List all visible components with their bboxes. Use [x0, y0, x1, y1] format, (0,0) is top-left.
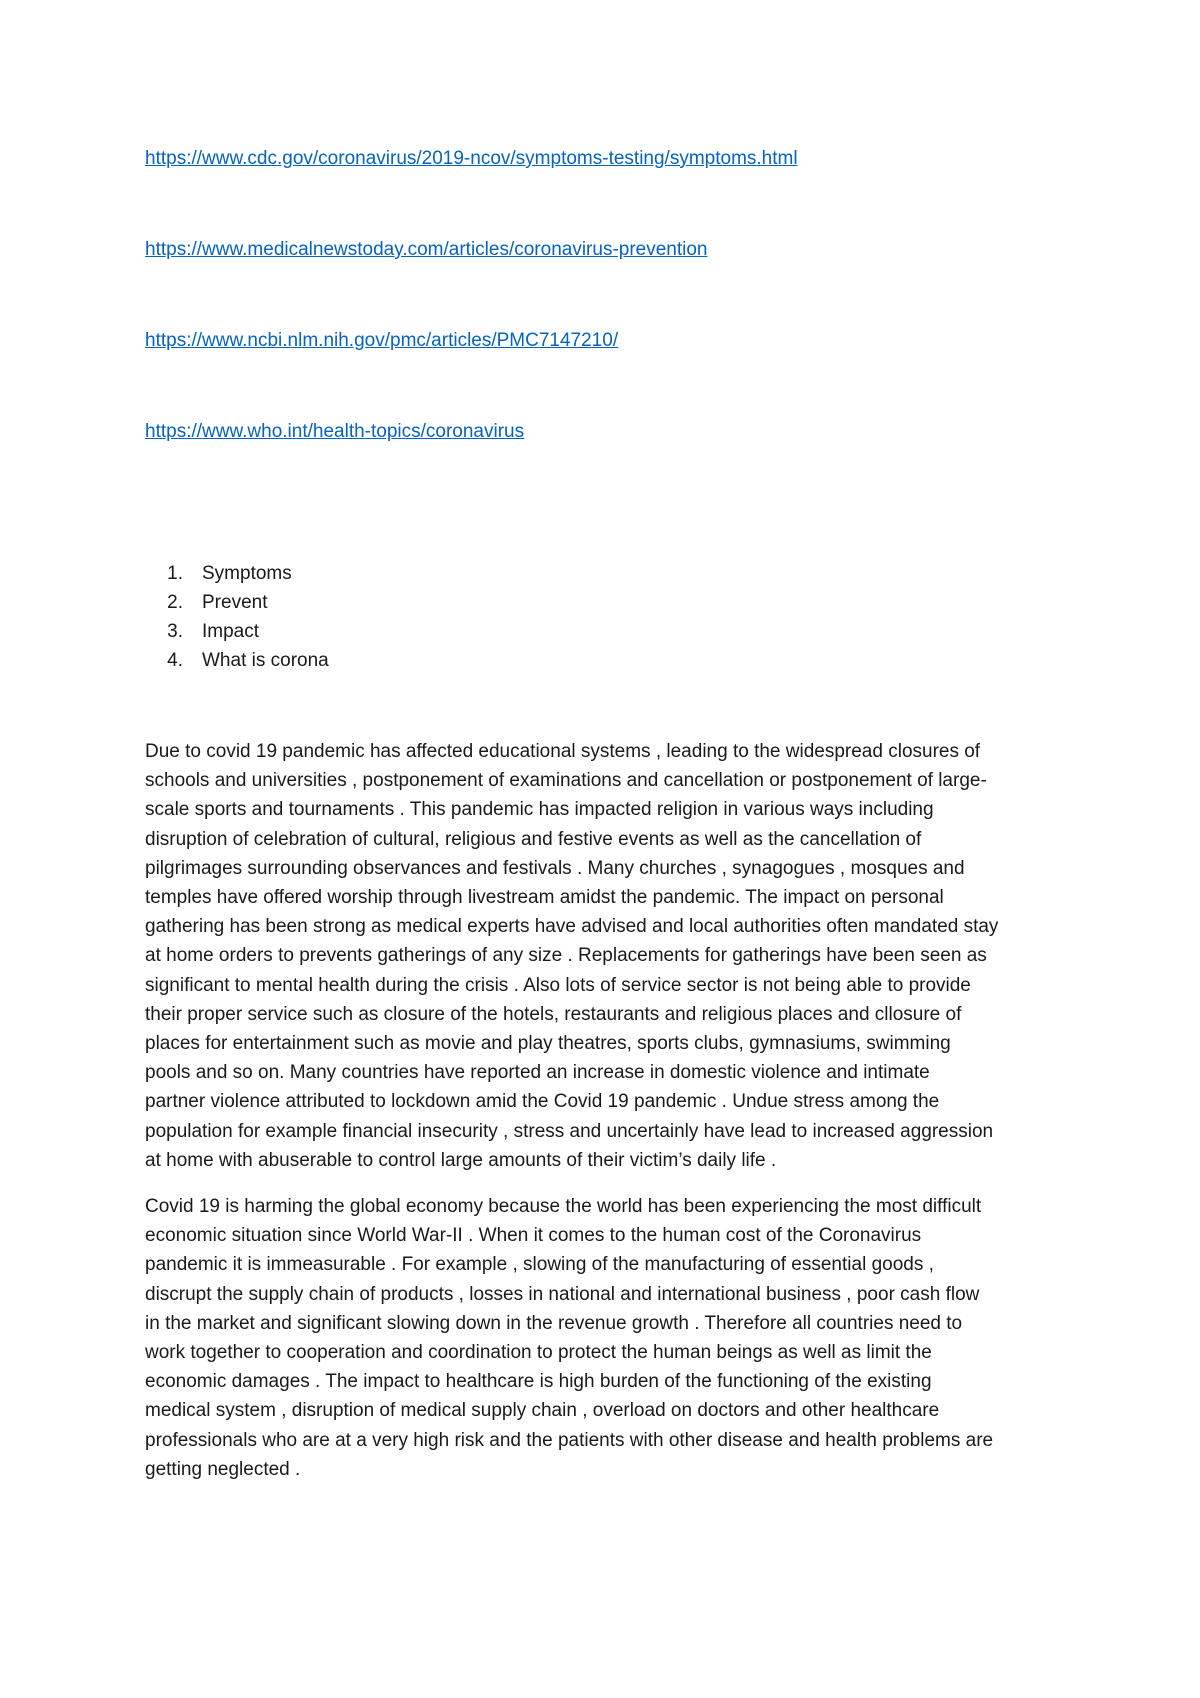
paragraph-line: partner violence attributed to lockdown amid the Covid 19 pandemic . Undue stress among the: [145, 1091, 940, 1113]
paragraph-line: discrupt the supply chain of products , losses in national and international business , poor cash flow: [145, 1283, 980, 1305]
paragraph-line: scale sports and tournaments . This pandemic has impacted religion in various ways including: [145, 799, 934, 821]
paragraph-line: work together to cooperation and coordination to protect the human beings as well as limit the: [145, 1342, 932, 1364]
paragraph-line: pools and so on. Many countries have reported an increase in domestic violence and intimate: [145, 1062, 930, 1084]
paragraph-line: pilgrimages surrounding observances and festivals . Many churches , synagogues , mosques and: [145, 857, 965, 879]
list-number: 4.: [167, 650, 183, 671]
paragraph-line: pandemic it is immeasurable . For example , slowing of the manufacturing of essential goods ,: [145, 1254, 934, 1276]
paragraph-line: economic situation since World War-II . When it comes to the human cost of the Coronavirus: [145, 1225, 922, 1247]
paragraph-line: professionals who are at a very high risk and the patients with other disease and health problems are: [145, 1429, 994, 1451]
paragraph-line: disruption of celebration of cultural, religious and festive events as well as the cancellation of: [145, 828, 922, 850]
list-item-label: Symptoms: [202, 563, 292, 584]
list-item: [145, 559, 329, 588]
paragraph-line: Covid 19 is harming the global economy because the world has been experiencing the most difficult: [145, 1196, 982, 1217]
topic-list: [145, 559, 329, 675]
paragraph-line: temples have offered worship through livestream amidst the pandemic. The impact on personal: [145, 887, 944, 909]
paragraph-line: gathering has been strong as medical experts have advised and local authorities often mandated stay: [145, 916, 999, 938]
paragraph-line: at home with abuserable to control large amounts of their victim’s daily life .: [145, 1149, 777, 1171]
impact-paragraph: [145, 737, 1065, 1175]
paragraph-line: schools and universities , postponement of examinations and cancellation or postponement of large-: [145, 770, 987, 792]
paragraph-line: getting neglected .: [145, 1458, 301, 1480]
list-item-label: Prevent: [202, 592, 268, 613]
list-item: [145, 588, 329, 617]
paragraph-line: significant to mental health during the crisis . Also lots of service sector is not being able to provide: [145, 974, 971, 996]
list-item: [145, 617, 329, 646]
reference-link-cdc[interactable]: https://www.cdc.gov/coronavirus/2019-ncov/symptoms-testing/symptoms.html: [145, 148, 798, 169]
list-item-label: What is corona: [202, 650, 329, 671]
paragraph-line: medical system , disruption of medical supply chain , overload on doctors and other healthcare: [145, 1400, 940, 1422]
paragraph-line: Due to covid 19 pandemic has affected educational systems , leading to the widespread closures of: [145, 741, 981, 762]
reference-link-medicalnewstoday[interactable]: https://www.medicalnewstoday.com/articles/coronavirus-prevention: [145, 239, 708, 260]
paragraph-line: their proper service such as closure of the hotels, restaurants and religious places and cllosure of: [145, 1003, 962, 1025]
paragraph-line: in the market and significant slowing down in the revenue growth . Therefore all countries need to: [145, 1312, 963, 1334]
list-number: 1.: [167, 563, 183, 584]
list-number: 2.: [167, 592, 183, 613]
economy-paragraph: [145, 1192, 1065, 1484]
paragraph-line: at home orders to prevents gatherings of any size . Replacements for gatherings have been seen as: [145, 945, 987, 967]
reference-link-ncbi[interactable]: https://www.ncbi.nlm.nih.gov/pmc/articles/PMC7147210/: [145, 330, 619, 351]
list-item-label: Impact: [202, 621, 260, 642]
paragraph-line: population for example financial insecurity , stress and uncertainly have lead to increased aggression: [145, 1120, 994, 1142]
list-number: 3.: [167, 621, 183, 642]
reference-link-who[interactable]: https://www.who.int/health-topics/coronavirus: [145, 421, 525, 442]
paragraph-line: places for entertainment such as movie and play theatres, sports clubs, gymnasiums, swimming: [145, 1033, 951, 1055]
list-item: [145, 646, 329, 675]
paragraph-line: economic damages . The impact to healthcare is high burden of the functioning of the existing: [145, 1371, 932, 1393]
